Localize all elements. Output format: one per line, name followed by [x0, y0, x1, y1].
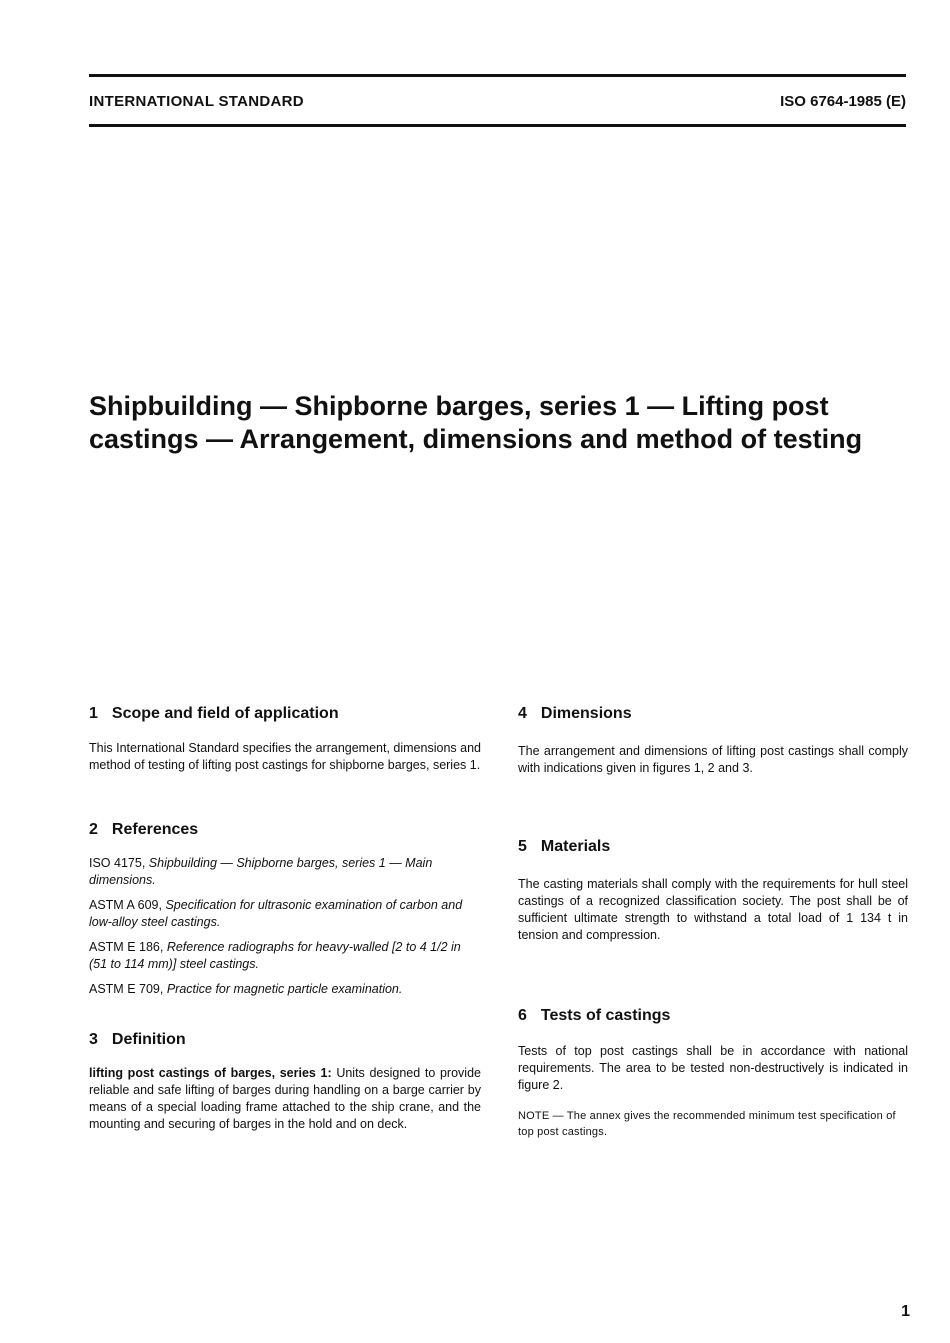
section-title: Dimensions	[540, 705, 632, 722]
reference-item	[89, 855, 481, 889]
header-top-rule	[89, 74, 906, 77]
section-title: Scope and field of application	[111, 705, 339, 722]
defined-term: lifting post castings of barges, series 1:	[89, 1066, 332, 1080]
document-title: Shipbuilding — Shipborne barges, series 1 — Lifting post castings — Arrangement, dimensions and method of testing	[89, 391, 863, 454]
reference-title: Specification for ultrasonic examination of carbon and low-alloy steel castings.	[89, 898, 463, 929]
section-5-text: The casting materials shall comply with the requirements for hull steel castings of a recognized classification society. The post shall be of sufficient ultimate strength to withstand a total load of 1 134 t in tension and compression.	[518, 877, 908, 942]
note-text: NOTE — The annex gives the recommended minimum test specification of top post castings.	[518, 1110, 896, 1138]
section-2	[89, 821, 481, 1006]
reference-code: ASTM E 186,	[89, 940, 164, 954]
section-number: 3	[89, 1031, 98, 1048]
section-5	[518, 838, 908, 944]
section-4-heading	[518, 705, 908, 723]
reference-title: Practice for magnetic particle examination.	[166, 982, 403, 996]
reference-item	[89, 981, 481, 998]
reference-title: Shipbuilding — Shipborne barges, series 1 — Main dimensions.	[89, 856, 433, 887]
reference-code: ISO 4175,	[89, 856, 146, 870]
section-title: Definition	[111, 1031, 186, 1048]
reference-title: Reference radiographs for heavy-walled [2 to 4 1/2 in (51 to 114 mm)] steel castings.	[89, 940, 461, 971]
section-6-text: Tests of top post castings shall be in accordance with national requirements. The area to be tested non-destructively is indicated in figure 2.	[518, 1044, 908, 1092]
reference-code: ASTM A 609,	[89, 898, 162, 912]
section-3-heading	[89, 1031, 481, 1049]
section-4	[518, 705, 908, 777]
section-4-text: The arrangement and dimensions of lifting post castings shall comply with indications given in figures 1, 2 and 3.	[518, 744, 908, 775]
section-3	[89, 1031, 481, 1133]
section-1	[89, 705, 481, 774]
section-number: 1	[89, 705, 98, 722]
section-number: 2	[89, 821, 98, 838]
section-6-heading	[518, 1007, 908, 1025]
section-title: References	[111, 821, 199, 838]
section-2-heading	[89, 821, 481, 839]
section-1-text: This International Standard specifies the arrangement, dimensions and method of testing of lifting post castings for shipborne barges, series 1.	[89, 741, 481, 772]
reference-item	[89, 897, 481, 931]
page-number: 1	[901, 1303, 910, 1320]
section-1-heading	[89, 705, 481, 723]
section-number: 6	[518, 1007, 527, 1024]
section-6	[518, 1007, 908, 1140]
section-3-text	[89, 1065, 481, 1133]
header-bottom-rule	[89, 124, 906, 127]
section-5-heading	[518, 838, 908, 856]
section-number: 5	[518, 838, 527, 855]
section-title: Tests of castings	[540, 1007, 671, 1024]
definition-text: Units designed to provide reliable and safe lifting of barges during handling on a barge carrier by means of a special loading frame attached to the ship crane, and the mounting and securing of barges in the hold and on deck.	[89, 1066, 481, 1131]
section-number: 4	[518, 705, 527, 722]
section-title: Materials	[540, 838, 611, 855]
document-type-label: INTERNATIONAL STANDARD	[89, 93, 304, 110]
standard-number: ISO 6764-1985 (E)	[780, 93, 906, 110]
reference-item	[89, 939, 481, 973]
reference-code: ASTM E 709,	[89, 982, 164, 996]
